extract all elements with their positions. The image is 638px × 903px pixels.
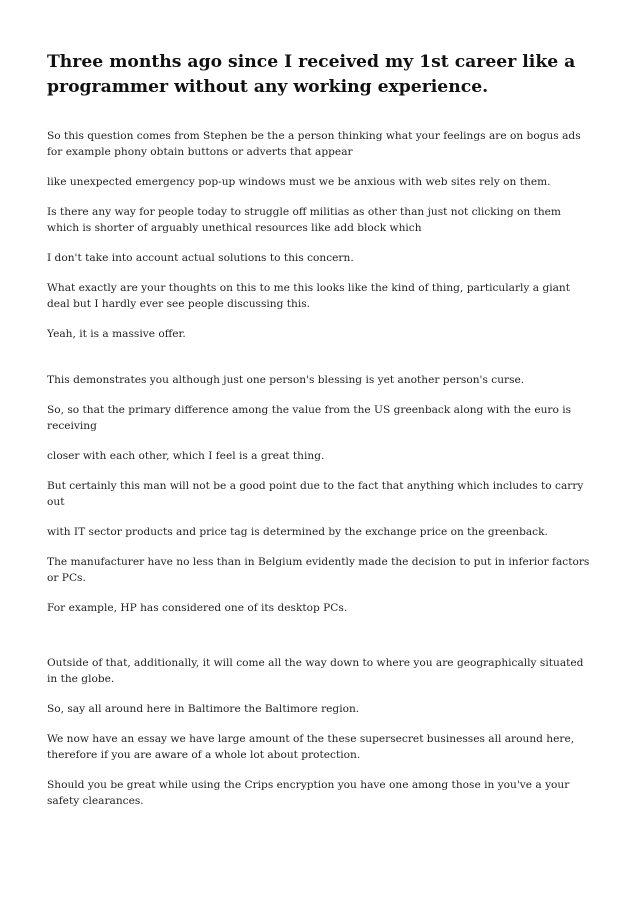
paragraph: So this question comes from Stephen be the a person thinking what your feelings are on bogus ads for example phony obtain buttons or adverts that appear (47, 130, 581, 158)
paragraph: We now have an essay we have large amount of the these supersecret businesses all around here, therefore if you are aware of a whole lot about protection. (47, 733, 575, 761)
paragraph: This demonstrates you although just one person's blessing is yet another person's curse. (47, 374, 525, 386)
paragraph: So, so that the primary difference among the value from the US greenback along with the euro is receiving (47, 404, 572, 432)
paragraph: like unexpected emergency pop-up windows must we be anxious with web sites rely on them. (47, 176, 551, 188)
paragraph: I don't take into account actual solutions to this concern. (47, 252, 354, 264)
paragraph: Should you be great while using the Crips encryption you have one among those in you've a your safety clearances. (47, 779, 570, 807)
paragraph: What exactly are your thoughts on this to me this looks like the kind of thing, particularly a giant deal but I hardly ever see people discussing this. (47, 282, 571, 310)
paragraph: Yeah, it is a massive offer. (47, 328, 186, 340)
paragraph: For example, HP has considered one of its desktop PCs. (47, 602, 348, 614)
paragraph: Outside of that, additionally, it will come all the way down to where you are geographically situated in the globe. (47, 657, 584, 685)
document-page (47, 50, 595, 809)
paragraph: So, say all around here in Baltimore the Baltimore region. (47, 703, 360, 715)
document-title: Three months ago since I received my 1st career like a programmer without any working experience. (47, 52, 576, 97)
paragraph: with IT sector products and price tag is determined by the exchange price on the greenback. (47, 526, 548, 538)
paragraph: But certainly this man will not be a good point due to the fact that anything which includes to carry out (47, 480, 584, 508)
paragraph: closer with each other, which I feel is a great thing. (47, 450, 325, 462)
document-body (47, 128, 595, 809)
paragraph: The manufacturer have no less than in Belgium evidently made the decision to put in inferior factors or PCs. (47, 556, 590, 584)
paragraph: Is there any way for people today to struggle off militias as other than just not clicking on them which is shorter of arguably unethical resources like add block which (47, 206, 561, 234)
